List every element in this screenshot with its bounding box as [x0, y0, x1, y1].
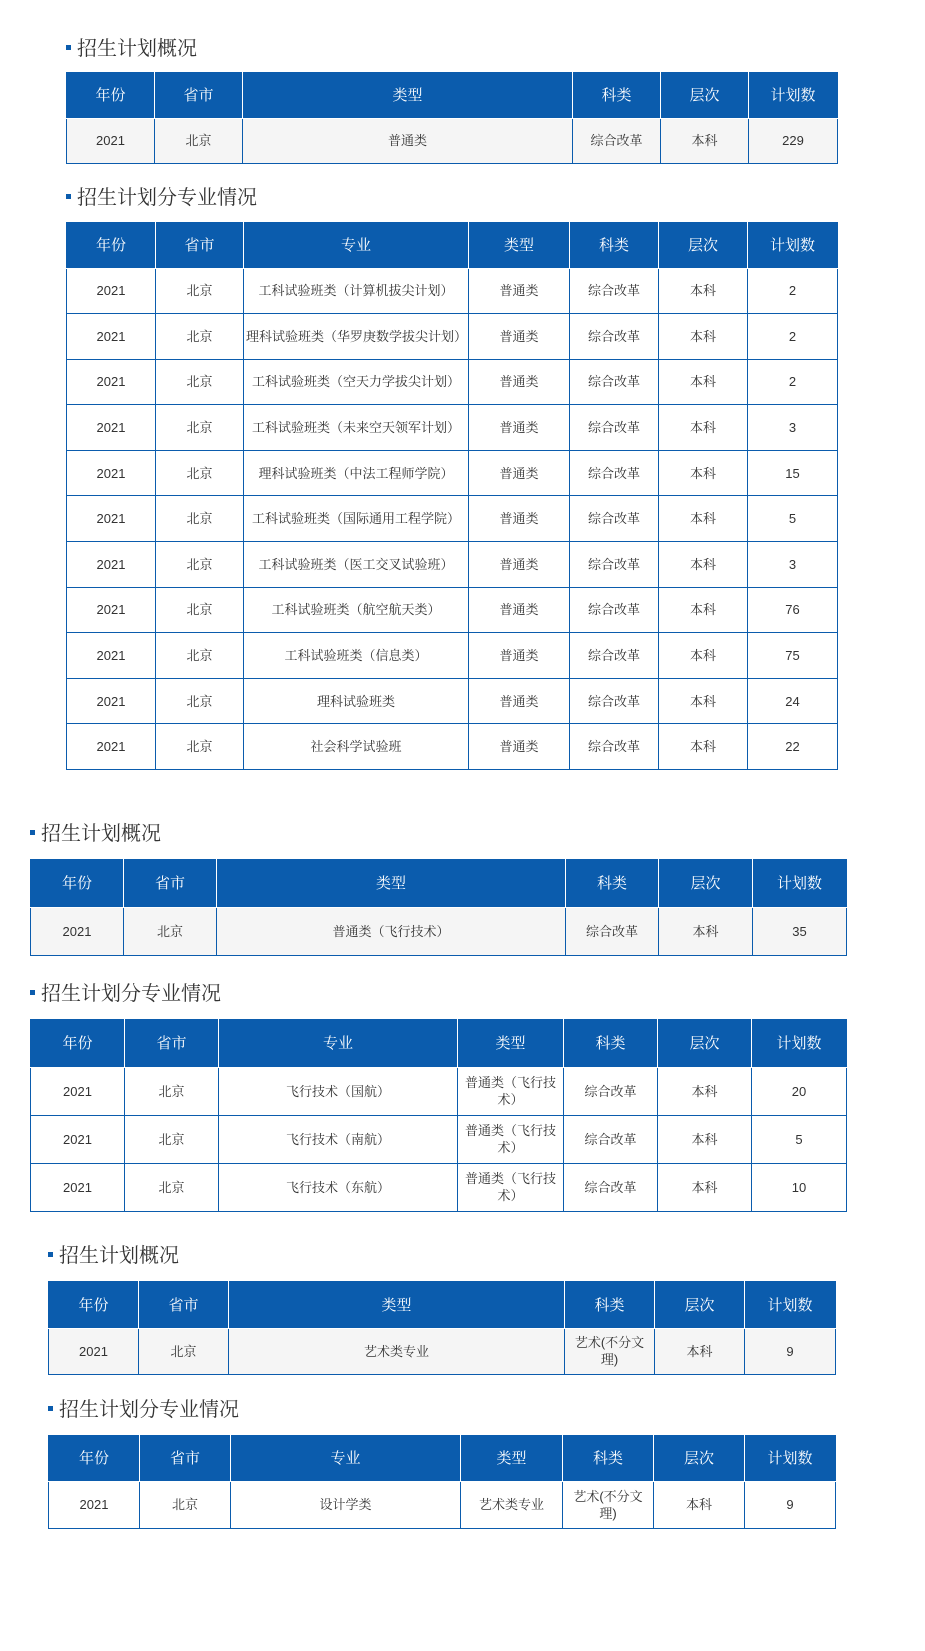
- bullet-icon: [66, 194, 71, 199]
- table-cell: 2021: [49, 1481, 140, 1528]
- column-header: 省市: [139, 1281, 229, 1328]
- table-cell: 北京: [125, 1067, 219, 1115]
- table-cell: 普通类: [469, 496, 570, 542]
- table-cell: 普通类: [469, 633, 570, 679]
- column-header: 省市: [156, 222, 244, 268]
- table-row: [31, 907, 847, 955]
- table-row: [49, 1481, 836, 1528]
- table-cell: 2021: [31, 1115, 125, 1163]
- table-cell: 229: [749, 118, 838, 163]
- bullet-icon: [48, 1252, 53, 1257]
- table-row: [31, 1115, 847, 1163]
- s1-detail-table: [66, 222, 838, 770]
- s3-detail-table: [48, 1435, 836, 1529]
- table-cell: 社会科学试验班: [244, 724, 469, 770]
- table-cell: 综合改革: [564, 1067, 658, 1115]
- table-cell: 24: [748, 678, 838, 724]
- table-cell: 2021: [67, 724, 156, 770]
- table-row: [67, 405, 838, 451]
- table-cell: 76: [748, 587, 838, 633]
- table-cell: 2: [748, 359, 838, 405]
- table-cell: 普通类（飞行技术）: [217, 907, 566, 955]
- table-cell: 2021: [67, 359, 156, 405]
- table-cell: 普通类（飞行技术）: [458, 1115, 564, 1163]
- table-cell: 普通类: [469, 314, 570, 360]
- table-cell: 普通类: [469, 450, 570, 496]
- table-cell: 工科试验班类（医工交叉试验班）: [244, 542, 469, 588]
- table-cell: 理科试验班类（中法工程师学院）: [244, 450, 469, 496]
- table-cell: 2021: [67, 633, 156, 679]
- column-header: 科类: [570, 222, 659, 268]
- table-row: [67, 268, 838, 314]
- table-cell: 北京: [139, 1328, 229, 1374]
- table-cell: 北京: [156, 724, 244, 770]
- table-row: [67, 496, 838, 542]
- table-cell: 北京: [156, 542, 244, 588]
- column-header: 层次: [659, 859, 753, 907]
- table-cell: 综合改革: [570, 359, 659, 405]
- table-cell: 北京: [156, 678, 244, 724]
- table-cell: 普通类（飞行技术）: [458, 1163, 564, 1211]
- table-cell: 综合改革: [570, 633, 659, 679]
- table-cell: 普通类: [469, 542, 570, 588]
- column-header: 计划数: [752, 1019, 847, 1067]
- table-cell: 综合改革: [573, 118, 661, 163]
- column-header: 计划数: [748, 222, 838, 268]
- table-row: [31, 1163, 847, 1211]
- table-row: [31, 1067, 847, 1115]
- column-header: 省市: [125, 1019, 219, 1067]
- table-row: [67, 724, 838, 770]
- table-cell: 综合改革: [570, 450, 659, 496]
- table-cell: 本科: [659, 907, 753, 955]
- table-cell: 20: [752, 1067, 847, 1115]
- table-cell: 普通类: [469, 268, 570, 314]
- column-header: 类型: [243, 72, 573, 118]
- column-header: 专业: [231, 1435, 461, 1481]
- table-cell: 艺术类专业: [229, 1328, 565, 1374]
- table-cell: 2021: [67, 450, 156, 496]
- table-cell: 北京: [125, 1163, 219, 1211]
- column-header: 类型: [469, 222, 570, 268]
- table-cell: 普通类（飞行技术）: [458, 1067, 564, 1115]
- column-header: 科类: [565, 1281, 655, 1328]
- table-cell: 本科: [659, 314, 748, 360]
- table-cell: 综合改革: [570, 405, 659, 451]
- table-cell: 本科: [654, 1481, 745, 1528]
- table-cell: 艺术(不分文理): [565, 1328, 655, 1374]
- column-header: 专业: [244, 222, 469, 268]
- s3-detail-title: 招生计划分专业情况: [48, 1398, 239, 1422]
- table-cell: 本科: [658, 1115, 752, 1163]
- column-header: 省市: [155, 72, 243, 118]
- table-cell: 理科试验班类（华罗庚数学拔尖计划）: [244, 314, 469, 360]
- s2-detail-title: 招生计划分专业情况: [30, 982, 221, 1006]
- table-cell: 75: [748, 633, 838, 679]
- table-row: [67, 542, 838, 588]
- table-cell: 9: [745, 1328, 836, 1374]
- column-header: 计划数: [753, 859, 847, 907]
- table-cell: 2021: [31, 907, 124, 955]
- s3-overview-title: 招生计划概况: [48, 1244, 179, 1268]
- column-header: 年份: [67, 222, 156, 268]
- s1-detail-title: 招生计划分专业情况: [66, 186, 257, 210]
- table-cell: 综合改革: [566, 907, 659, 955]
- bullet-icon: [66, 45, 71, 50]
- table-cell: 理科试验班类: [244, 678, 469, 724]
- table-cell: 北京: [156, 314, 244, 360]
- table-cell: 本科: [659, 359, 748, 405]
- table-cell: 综合改革: [570, 724, 659, 770]
- column-header: 年份: [31, 859, 124, 907]
- column-header: 类型: [461, 1435, 563, 1481]
- table-cell: 综合改革: [570, 587, 659, 633]
- table-cell: 本科: [658, 1067, 752, 1115]
- table-cell: 本科: [659, 587, 748, 633]
- column-header: 类型: [217, 859, 566, 907]
- table-row: [67, 450, 838, 496]
- table-cell: 5: [752, 1115, 847, 1163]
- table-row: [67, 587, 838, 633]
- column-header: 类型: [458, 1019, 564, 1067]
- table-cell: 3: [748, 405, 838, 451]
- column-header: 计划数: [745, 1281, 836, 1328]
- table-cell: 普通类: [469, 724, 570, 770]
- table-row: [67, 118, 838, 163]
- column-header: 年份: [49, 1281, 139, 1328]
- column-header: 层次: [655, 1281, 745, 1328]
- table-cell: 22: [748, 724, 838, 770]
- table-cell: 工科试验班类（空天力学拔尖计划）: [244, 359, 469, 405]
- table-cell: 普通类: [469, 359, 570, 405]
- table-cell: 普通类: [469, 678, 570, 724]
- table-cell: 北京: [156, 587, 244, 633]
- column-header: 省市: [140, 1435, 231, 1481]
- table-cell: 10: [752, 1163, 847, 1211]
- table-cell: 本科: [655, 1328, 745, 1374]
- table-cell: 工科试验班类（航空航天类）: [244, 587, 469, 633]
- s1-overview-title: 招生计划概况: [66, 37, 197, 61]
- table-cell: 普通类: [243, 118, 573, 163]
- table-cell: 艺术类专业: [461, 1481, 563, 1528]
- table-cell: 普通类: [469, 587, 570, 633]
- table-cell: 综合改革: [570, 314, 659, 360]
- column-header: 科类: [563, 1435, 654, 1481]
- table-cell: 工科试验班类（信息类）: [244, 633, 469, 679]
- column-header: 科类: [564, 1019, 658, 1067]
- table-cell: 飞行技术（东航）: [219, 1163, 458, 1211]
- table-cell: 2021: [31, 1163, 125, 1211]
- header-row: [67, 222, 838, 268]
- column-header: 计划数: [749, 72, 838, 118]
- table-cell: 艺术(不分文理): [563, 1481, 654, 1528]
- table-cell: 本科: [659, 450, 748, 496]
- column-header: 类型: [229, 1281, 565, 1328]
- header-row: [49, 1281, 836, 1328]
- table-cell: 工科试验班类（国际通用工程学院）: [244, 496, 469, 542]
- table-row: [67, 633, 838, 679]
- table-cell: 2: [748, 268, 838, 314]
- table-cell: 2021: [67, 678, 156, 724]
- header-row: [67, 72, 838, 118]
- table-cell: 北京: [155, 118, 243, 163]
- s2-detail-table: [30, 1019, 847, 1212]
- table-cell: 本科: [659, 678, 748, 724]
- table-cell: 综合改革: [570, 678, 659, 724]
- table-cell: 北京: [156, 359, 244, 405]
- table-cell: 综合改革: [570, 496, 659, 542]
- table-cell: 本科: [659, 268, 748, 314]
- table-cell: 2021: [49, 1328, 139, 1374]
- s1-overview-table: [66, 72, 838, 164]
- table-cell: 2021: [67, 496, 156, 542]
- header-row: [49, 1435, 836, 1481]
- table-cell: 2021: [67, 542, 156, 588]
- table-cell: 本科: [659, 405, 748, 451]
- table-cell: 北京: [156, 405, 244, 451]
- table-cell: 综合改革: [570, 268, 659, 314]
- table-cell: 综合改革: [564, 1115, 658, 1163]
- table-cell: 北京: [124, 907, 217, 955]
- table-cell: 15: [748, 450, 838, 496]
- table-cell: 综合改革: [570, 542, 659, 588]
- column-header: 层次: [659, 222, 748, 268]
- table-cell: 本科: [659, 496, 748, 542]
- table-cell: 北京: [156, 268, 244, 314]
- table-cell: 本科: [659, 542, 748, 588]
- table-cell: 2021: [67, 405, 156, 451]
- bullet-icon: [48, 1406, 53, 1411]
- header-row: [31, 1019, 847, 1067]
- table-cell: 2021: [67, 314, 156, 360]
- column-header: 计划数: [745, 1435, 836, 1481]
- table-cell: 35: [753, 907, 847, 955]
- table-cell: 普通类: [469, 405, 570, 451]
- table-cell: 2021: [31, 1067, 125, 1115]
- table-cell: 设计学类: [231, 1481, 461, 1528]
- table-cell: 本科: [659, 724, 748, 770]
- column-header: 科类: [566, 859, 659, 907]
- column-header: 年份: [67, 72, 155, 118]
- table-cell: 2021: [67, 268, 156, 314]
- column-header: 科类: [573, 72, 661, 118]
- table-cell: 综合改革: [564, 1163, 658, 1211]
- s3-overview-table: [48, 1281, 836, 1375]
- table-row: [67, 678, 838, 724]
- table-cell: 本科: [658, 1163, 752, 1211]
- table-cell: 飞行技术（国航）: [219, 1067, 458, 1115]
- column-header: 层次: [658, 1019, 752, 1067]
- table-cell: 北京: [156, 633, 244, 679]
- table-cell: 北京: [125, 1115, 219, 1163]
- s2-overview-table: [30, 859, 847, 956]
- column-header: 层次: [654, 1435, 745, 1481]
- table-cell: 北京: [140, 1481, 231, 1528]
- table-cell: 2021: [67, 587, 156, 633]
- column-header: 层次: [661, 72, 749, 118]
- table-cell: 北京: [156, 450, 244, 496]
- table-row: [49, 1328, 836, 1374]
- table-cell: 2021: [67, 118, 155, 163]
- header-row: [31, 859, 847, 907]
- table-cell: 2: [748, 314, 838, 360]
- s2-overview-title: 招生计划概况: [30, 822, 161, 846]
- column-header: 年份: [49, 1435, 140, 1481]
- table-cell: 北京: [156, 496, 244, 542]
- table-row: [67, 359, 838, 405]
- bullet-icon: [30, 990, 35, 995]
- table-cell: 5: [748, 496, 838, 542]
- table-cell: 9: [745, 1481, 836, 1528]
- column-header: 年份: [31, 1019, 125, 1067]
- table-cell: 本科: [661, 118, 749, 163]
- bullet-icon: [30, 830, 35, 835]
- table-cell: 本科: [659, 633, 748, 679]
- table-cell: 工科试验班类（未来空天领军计划）: [244, 405, 469, 451]
- table-cell: 3: [748, 542, 838, 588]
- column-header: 专业: [219, 1019, 458, 1067]
- column-header: 省市: [124, 859, 217, 907]
- table-row: [67, 314, 838, 360]
- table-cell: 工科试验班类（计算机拔尖计划）: [244, 268, 469, 314]
- table-cell: 飞行技术（南航）: [219, 1115, 458, 1163]
